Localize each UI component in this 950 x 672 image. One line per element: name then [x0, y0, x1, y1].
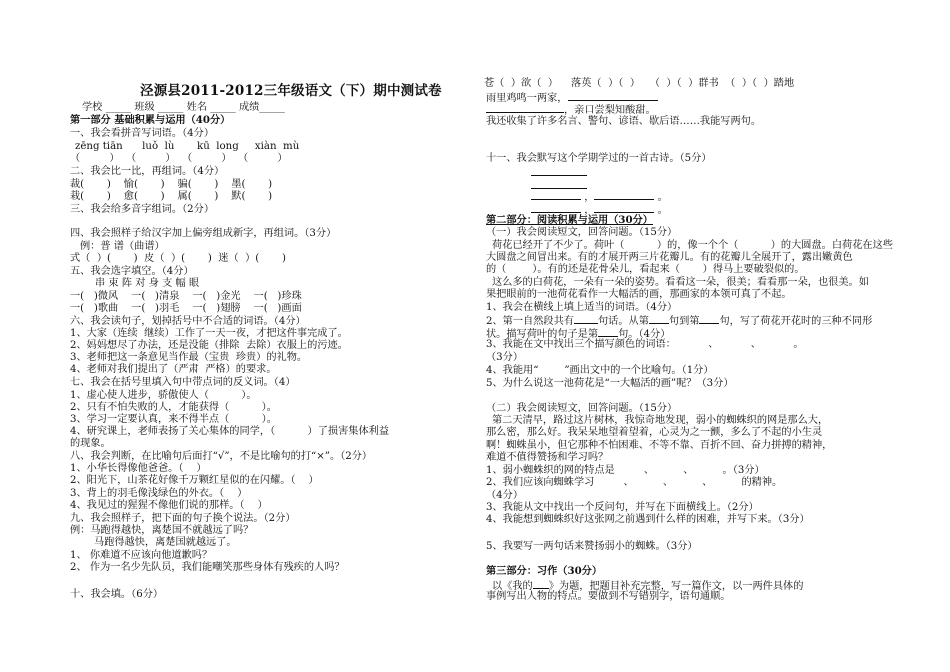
poem-line2-text: ，亲口尝梨知酸甜。 [564, 105, 656, 116]
student-info-line: 学校 _____ 班级 _____ 姓名 _____ 成绩_____ [82, 102, 285, 113]
q2-row2: 栽( ) 愈( ) 属( ) 默( ) [70, 191, 273, 202]
q7-item2: 2、只有不怕失败的人，才能获得（ ）。 [70, 402, 277, 413]
q6-item3: 3、老师把这一条意见当作最（宝贵 珍贵）的礼物。 [70, 352, 308, 363]
idiom-fill-row: 苍（ ）欲（ ） 落英（ ）（ ） （ ）（ ）群书 （ ）（ ）踏地 [484, 78, 795, 89]
part1-heading: 第一部分 基础积累与运用（40分） [70, 114, 231, 126]
reading1-line1: 荷花已经开了不少了。荷叶（ ）的，像一个个（ ）的大圆盘。白荷花在这些 [492, 240, 893, 251]
q4-text: 四、我会照样子给汉字加上偏旁组成新字，再组词。（3分） [70, 228, 337, 239]
essay-instruction-part2: 》为题，把题目补充完整，写一篇作文，以一两件具体的 [548, 581, 804, 592]
reading2-heading: （二）我会阅读短文，回答问题。（15分） [486, 403, 678, 414]
poem-blank-row4: ， 。 [531, 202, 668, 217]
reading2-q5: 5、我要写一两句话来赞扬弱小的蜘蛛。（3分） [486, 541, 698, 552]
reading1-q5: 5、为什么说这一池荷花是“一大幅活的画”呢？（3分） [486, 378, 734, 389]
poem-blank-3a [531, 189, 581, 200]
poem-line1-text: 雨里鸡鸣一两家， [486, 93, 568, 104]
q5-text: 五、我会选字填空。（4分） [70, 266, 194, 277]
reading2-q2: 2、我们应该向蜘蛛学习 、 、 、 的精神。 [486, 477, 783, 488]
reading1-line4: 这么多的白荷花，一朵有一朵的姿势。看看这一朵，很美；看看那一朵，也很美。如 [492, 277, 869, 288]
reading1-q4: 4、我能用“ ”画出文中的一个比喻句。（1分） [486, 365, 714, 376]
reading1-q2-part6: 句。（4分） [618, 329, 671, 340]
q3-text: 三、我会给多音字组词。（2分） [70, 204, 215, 215]
q2-row1: 裁( ) 愉( ) 骗( ) 墨( ) [70, 179, 273, 190]
reading1-line2: 大圆盘之间冒出来。有的才展开两三片花瓣儿。有的花瓣儿全展开了，露出嫩黄色 [486, 252, 853, 263]
reading2-q1: 1、弱小蜘蛛织的网的特点是 、 、 。（3分） [486, 465, 765, 476]
reading1-line5: 果把眼前的一池荷花看作一大幅活的画，那画家的本领可真了不起。 [486, 289, 792, 300]
reading2-line2: 那么密，那么好。我呆呆地望着望着，心灵为之一颤，多么了不起的小生灵 [486, 427, 823, 438]
poem-line1-blank [568, 90, 658, 101]
q6-item2: 2、妈妈想尽了办法，还是没能（排除 去除）衣服上的污迹。 [70, 340, 348, 351]
q7-item3: 3、学习一定要认真，来不得半点（ ）。 [70, 414, 277, 425]
q2-text: 二、我会比一比，再组词。（4分） [70, 166, 225, 177]
reading2-line1: 第二天清早，路过这片树林，我惊奇地发现，弱小的蜘蛛织的网是那么大， [492, 415, 829, 426]
reading2-q3: 3、我能从文中找出一个反问句，并写在下面横线上。（2分） [486, 502, 759, 513]
q7-item4: 4、研究课上，老师表扬了关心集体的同学，（ ）了损害集体利益 [70, 426, 390, 437]
q8-item1: 1、小华长得像他爸爸。（ ） [70, 463, 207, 474]
q1-answer-boxes: （ ） （ ） （ ） （ ） [70, 153, 288, 164]
poem-blank-4a [531, 202, 581, 213]
reading2-line4: 难道不值得赞扬和学习吗？ [486, 452, 609, 463]
essay-instruction-line2: 事例写出人物的特点。要做到不写错别字，语句通顺。 [486, 591, 731, 602]
reading1-q2-blank1 [574, 313, 598, 324]
q6-item1: 1、大家（连续 继续）工作了一天一夜，才把这件事完成了。 [70, 328, 348, 339]
q11-text: 十一、我会默写这个学期学过的一首古诗。（5分） [486, 153, 712, 164]
reading1-q2-part3: 句到第 [668, 316, 700, 327]
reading1-heading: （一）我会阅读短文，回答问题。（15分） [486, 227, 678, 238]
q1-text: 一、我会看拼音写词语。（4分） [70, 128, 215, 139]
q7-item1: 1、虚心使人进步，骄傲使人（ ）。 [70, 390, 257, 401]
q5-choices: 串 束 阵 对 身 支 幅 眼 [95, 278, 200, 289]
q5-row2: 一( )歌曲 一( )羽毛 一( )翅膀 一( )画面 [70, 303, 302, 314]
part2-heading: 第二部分：阅读积累与运用（30分） [486, 214, 653, 226]
q9-example2: 马跑得越快，离楚国就越远了。 [94, 537, 237, 548]
q5-row1: 一( )微风 一( )清泉 一( )金光 一( )珍珠 [70, 291, 302, 302]
q9-example1: 例：马跑得越快，离楚国不就越远了吗？ [70, 525, 254, 536]
reading1-q2-blank4 [598, 326, 618, 337]
reading1-q2-part5: 状。描写荷叶的句子是第 [486, 329, 599, 340]
q1-pinyin: zēng tiān luǒ lù kū long xiàn mù [75, 141, 300, 152]
poem-line2-blank [486, 102, 564, 113]
q9-text: 九、我会照样子，把下面的句子换个说法。（2分） [70, 513, 296, 524]
reading1-q2-blank2 [649, 313, 669, 324]
q8-item3: 3、背上的羽毛像浅绿色的外衣。（ ） [70, 488, 248, 499]
reading1-q3: 3、我能在文中找出三个描写颜色的词语： 、 、 。 [486, 339, 804, 350]
essay-title-blank [533, 578, 549, 589]
q4-row: 式（ ）( ) 皮（ ）( ) 迷（ ）( ) [70, 253, 286, 264]
q8-item2: 2、阳光下，山茶花好像千万颗红星似的在闪耀。（ ） [70, 475, 319, 486]
poem-blank-1 [531, 175, 587, 176]
q7-item4-cont: 的现象。 [70, 438, 111, 449]
poem-blank-4b [594, 202, 654, 213]
reading1-q2-part1: 2、第一自然段共有 [486, 316, 574, 327]
exam-title: 泾源县2011-2012三年级语文（下）期中测试卷 [140, 83, 442, 99]
reading2-q4: 4、我能想到蜘蛛织好这张网之前遇到什么样的困难，并写下来。（3分） [486, 514, 810, 525]
q9-item2: 2、 作为一名少先队员，我们能嘲笑那些身体有残疾的人吗？ [70, 562, 345, 573]
q6-text: 六、我会读句子，划掉括号中不合适的词语。（4分） [70, 316, 306, 327]
q9-item1: 1、 你难道不应该向他道歉吗？ [70, 550, 213, 561]
essay-instruction-part1: 以《我的 [492, 581, 533, 592]
q4-example: 例：普 谱（曲谱） [80, 241, 165, 252]
sayings-line: 我还收集了许多名言、警句、谚语、歇后语……我能写两句。 [486, 116, 762, 127]
part3-heading: 第三部分：习作（30分） [486, 565, 603, 577]
poem-blank-3b [594, 189, 654, 200]
reading1-line3: 的（ ）。有的还是花骨朵儿，看起来（ ）得马上要破裂似的。 [486, 264, 805, 275]
reading1-q3-score: （3分） [486, 352, 524, 363]
reading1-q2-part2: 句话。从第 [597, 316, 649, 327]
q8-text: 八、我会判断，在比喻句后面打“√”，不是比喻句的打“×”。（2分） [70, 451, 373, 462]
reading1-q1: 1、我会在横线上填上适当的词语。（4分） [486, 302, 678, 313]
q6-item4: 4、老师对我们提出了（严肃 严格）的要求。 [70, 364, 277, 375]
reading2-q2-score: （4分） [486, 490, 524, 501]
reading2-line3: 啊！蜘蛛虽小，但它那种不怕困难、不等不靠、百折不回、奋力拼搏的精神， [486, 440, 833, 451]
q7-text: 七、我会在括号里填入句中带点词的反义词。（4） [70, 377, 296, 388]
reading1-q2-part4: 句，写了荷花开花时的三种不同形 [719, 316, 873, 327]
q10-text: 十、我会填。（6分） [70, 589, 164, 600]
poem-blank-row3: ， 。 [531, 189, 668, 204]
reading1-q2-blank3 [699, 313, 719, 324]
q8-item4: 4、我见过的猩猩不像他们说的那样。（ ） [70, 500, 268, 511]
